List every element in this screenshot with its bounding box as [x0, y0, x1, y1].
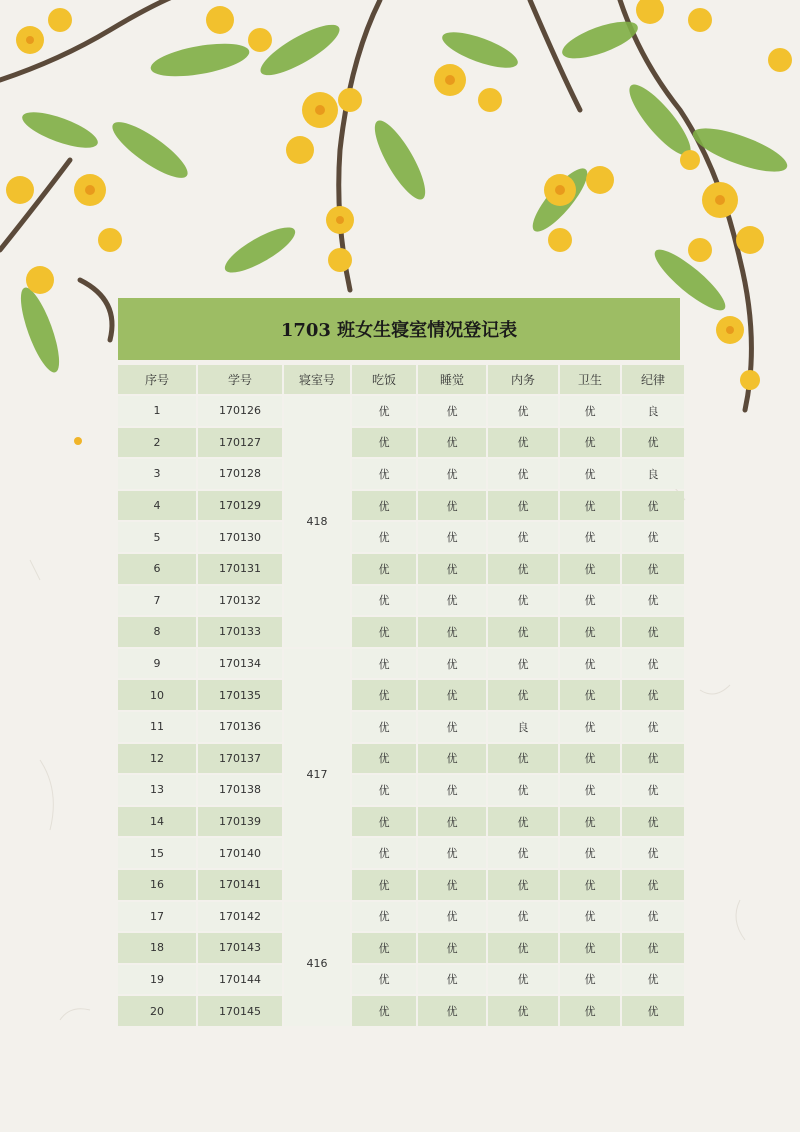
grade-cell: 优	[622, 744, 684, 774]
student-id-cell: 170139	[198, 807, 282, 837]
student-id-cell: 170142	[198, 902, 282, 932]
grade-cell: 优	[418, 649, 486, 679]
grade-cell: 优	[418, 680, 486, 710]
table-row	[118, 902, 684, 932]
column-header: 序号	[118, 365, 196, 394]
grade-cell: 优	[352, 649, 416, 679]
column-header: 睡觉	[418, 365, 486, 394]
grade-cell: 优	[418, 617, 486, 647]
student-id-cell: 170138	[198, 775, 282, 805]
dorm-number-cell: 418	[284, 396, 350, 647]
serial-cell: 12	[118, 744, 196, 774]
serial-cell: 10	[118, 680, 196, 710]
student-id-cell: 170145	[198, 996, 282, 1026]
grade-cell: 优	[418, 396, 486, 426]
serial-cell: 6	[118, 554, 196, 584]
grade-cell: 优	[560, 996, 620, 1026]
table-row	[118, 933, 684, 963]
serial-cell: 19	[118, 965, 196, 995]
grade-cell: 优	[560, 428, 620, 458]
grade-cell: 优	[352, 933, 416, 963]
serial-cell: 2	[118, 428, 196, 458]
grade-cell: 优	[560, 933, 620, 963]
grade-cell: 优	[488, 933, 558, 963]
student-id-cell: 170135	[198, 680, 282, 710]
student-id-cell: 170144	[198, 965, 282, 995]
grade-cell: 优	[418, 933, 486, 963]
grade-cell: 优	[352, 744, 416, 774]
grade-cell: 优	[560, 396, 620, 426]
grade-cell: 优	[488, 459, 558, 489]
grade-cell: 优	[488, 965, 558, 995]
grade-cell: 优	[418, 491, 486, 521]
serial-cell: 7	[118, 586, 196, 616]
serial-cell: 11	[118, 712, 196, 742]
student-id-cell: 170143	[198, 933, 282, 963]
grade-cell: 优	[488, 491, 558, 521]
grade-cell: 优	[622, 996, 684, 1026]
grade-cell: 优	[418, 807, 486, 837]
grade-cell: 优	[488, 554, 558, 584]
table-row	[118, 396, 684, 426]
grade-cell: 优	[488, 396, 558, 426]
grade-cell: 优	[622, 428, 684, 458]
grade-cell: 优	[560, 838, 620, 868]
grade-cell: 优	[560, 680, 620, 710]
table-row	[118, 807, 684, 837]
grade-cell: 优	[352, 459, 416, 489]
grade-cell: 优	[418, 428, 486, 458]
grade-cell: 优	[352, 396, 416, 426]
grade-cell: 优	[418, 459, 486, 489]
table-row	[118, 744, 684, 774]
grade-cell: 优	[560, 617, 620, 647]
grade-cell: 优	[418, 996, 486, 1026]
grade-cell: 优	[622, 775, 684, 805]
grade-cell: 优	[622, 712, 684, 742]
grade-cell: 优	[352, 491, 416, 521]
grade-cell: 优	[560, 807, 620, 837]
grade-cell: 优	[488, 775, 558, 805]
grade-cell: 良	[488, 712, 558, 742]
grade-cell: 优	[560, 712, 620, 742]
student-id-cell: 170126	[198, 396, 282, 426]
grade-cell: 优	[622, 491, 684, 521]
serial-cell: 1	[118, 396, 196, 426]
grade-cell: 优	[622, 680, 684, 710]
grade-cell: 优	[352, 902, 416, 932]
grade-cell: 优	[418, 712, 486, 742]
student-id-cell: 170136	[198, 712, 282, 742]
column-header: 纪律	[622, 365, 684, 394]
column-header: 吃饭	[352, 365, 416, 394]
column-header: 内务	[488, 365, 558, 394]
grade-cell: 优	[560, 586, 620, 616]
page-title: 1703 班女生寝室情况登记表	[118, 298, 680, 360]
student-id-cell: 170137	[198, 744, 282, 774]
student-id-cell: 170140	[198, 838, 282, 868]
serial-cell: 14	[118, 807, 196, 837]
grade-cell: 优	[352, 586, 416, 616]
grade-cell: 优	[488, 807, 558, 837]
grade-cell: 优	[418, 522, 486, 552]
grade-cell: 优	[560, 522, 620, 552]
serial-cell: 16	[118, 870, 196, 900]
table-header-row	[118, 365, 684, 394]
table-row	[118, 712, 684, 742]
registration-sheet	[118, 298, 680, 1028]
grade-cell: 优	[622, 965, 684, 995]
grade-cell: 优	[488, 744, 558, 774]
table-row	[118, 522, 684, 552]
grade-cell: 优	[622, 870, 684, 900]
grade-cell: 优	[418, 775, 486, 805]
student-id-cell: 170129	[198, 491, 282, 521]
grade-cell: 优	[560, 902, 620, 932]
grade-cell: 优	[622, 586, 684, 616]
serial-cell: 8	[118, 617, 196, 647]
serial-cell: 18	[118, 933, 196, 963]
table-row	[118, 838, 684, 868]
grade-cell: 优	[488, 522, 558, 552]
table-row	[118, 649, 684, 679]
grade-cell: 优	[488, 617, 558, 647]
student-id-cell: 170141	[198, 870, 282, 900]
grade-cell: 优	[622, 649, 684, 679]
grade-cell: 优	[352, 807, 416, 837]
table-row	[118, 491, 684, 521]
dorm-number-cell: 416	[284, 902, 350, 1026]
table-row	[118, 617, 684, 647]
grade-cell: 优	[622, 902, 684, 932]
dorm-number-cell: 417	[284, 649, 350, 900]
student-id-cell: 170128	[198, 459, 282, 489]
student-id-cell: 170127	[198, 428, 282, 458]
grade-cell: 优	[560, 744, 620, 774]
grade-cell: 优	[622, 617, 684, 647]
grade-cell: 优	[352, 996, 416, 1026]
serial-cell: 17	[118, 902, 196, 932]
grade-cell: 优	[560, 965, 620, 995]
grade-cell: 优	[488, 428, 558, 458]
grade-cell: 优	[352, 522, 416, 552]
serial-cell: 15	[118, 838, 196, 868]
grade-cell: 优	[418, 744, 486, 774]
grade-cell: 优	[352, 680, 416, 710]
grade-cell: 优	[352, 554, 416, 584]
serial-cell: 20	[118, 996, 196, 1026]
table-row	[118, 996, 684, 1026]
student-id-cell: 170133	[198, 617, 282, 647]
grade-cell: 优	[560, 870, 620, 900]
student-id-cell: 170131	[198, 554, 282, 584]
grade-cell: 优	[622, 554, 684, 584]
table-row	[118, 459, 684, 489]
serial-cell: 4	[118, 491, 196, 521]
grade-cell: 优	[560, 491, 620, 521]
table-row	[118, 554, 684, 584]
grade-cell: 优	[488, 680, 558, 710]
column-header: 寝室号	[284, 365, 350, 394]
grade-cell: 优	[352, 428, 416, 458]
column-header: 学号	[198, 365, 282, 394]
table-row	[118, 428, 684, 458]
grade-cell: 优	[418, 902, 486, 932]
grade-cell: 优	[560, 554, 620, 584]
grade-cell: 优	[418, 838, 486, 868]
serial-cell: 5	[118, 522, 196, 552]
grade-cell: 优	[488, 838, 558, 868]
student-id-cell: 170132	[198, 586, 282, 616]
grade-cell: 优	[488, 902, 558, 932]
grade-cell: 优	[622, 807, 684, 837]
column-header: 卫生	[560, 365, 620, 394]
grade-cell: 优	[352, 617, 416, 647]
grade-cell: 优	[352, 838, 416, 868]
table-row	[118, 680, 684, 710]
student-id-cell: 170134	[198, 649, 282, 679]
table-body	[118, 396, 684, 1026]
grade-cell: 优	[560, 649, 620, 679]
grade-cell: 优	[622, 933, 684, 963]
table-row	[118, 775, 684, 805]
grade-cell: 优	[418, 554, 486, 584]
grade-cell: 优	[488, 586, 558, 616]
grade-cell: 优	[418, 586, 486, 616]
table-row	[118, 586, 684, 616]
grade-cell: 优	[418, 965, 486, 995]
grade-cell: 优	[352, 775, 416, 805]
grade-cell: 良	[622, 396, 684, 426]
grade-cell: 优	[622, 522, 684, 552]
serial-cell: 3	[118, 459, 196, 489]
grade-cell: 优	[488, 996, 558, 1026]
grade-cell: 优	[352, 965, 416, 995]
grade-cell: 优	[488, 870, 558, 900]
table-row	[118, 870, 684, 900]
grade-cell: 优	[488, 649, 558, 679]
grade-cell: 良	[622, 459, 684, 489]
grade-cell: 优	[560, 775, 620, 805]
table-row	[118, 965, 684, 995]
student-id-cell: 170130	[198, 522, 282, 552]
grade-cell: 优	[352, 712, 416, 742]
serial-cell: 9	[118, 649, 196, 679]
grade-cell: 优	[418, 870, 486, 900]
grade-cell: 优	[622, 838, 684, 868]
grade-cell: 优	[560, 459, 620, 489]
dorm-table	[116, 363, 686, 1028]
grade-cell: 优	[352, 870, 416, 900]
serial-cell: 13	[118, 775, 196, 805]
